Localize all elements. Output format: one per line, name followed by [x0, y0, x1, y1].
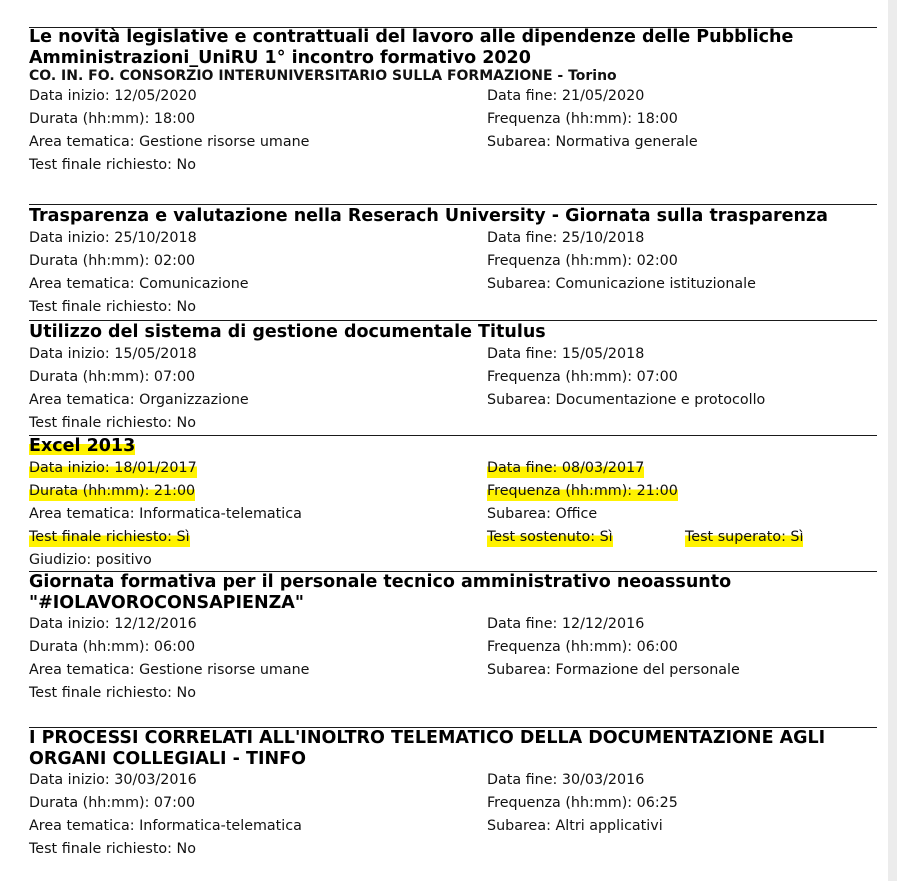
duration: Durata (hh:mm): 07:00: [29, 795, 196, 811]
judgment: Giudizio: positivo: [29, 551, 152, 568]
start-date: Data inizio: 15/05/2018: [29, 345, 197, 362]
start-date: Data inizio: 25/10/2018: [29, 229, 197, 246]
duration: Durata (hh:mm): 18:00: [29, 111, 196, 127]
end-date: Data fine: 30/03/2016: [487, 772, 645, 788]
end-date: Data fine: 15/05/2018: [487, 345, 645, 362]
start-date: Data inizio: 18/01/2017: [29, 457, 197, 480]
duration: Durata (hh:mm): 02:00: [29, 252, 196, 269]
divider: [29, 204, 877, 205]
course-entry: [29, 322, 877, 435]
frequency: Frequenza (hh:mm): 21:00: [487, 480, 678, 503]
subarea: Subarea: Documentazione e protocollo: [487, 391, 766, 408]
end-date: Data fine: 08/03/2017: [487, 457, 644, 480]
course-entry: [29, 728, 877, 861]
thematic-area: Area tematica: Informatica-telematica: [29, 505, 302, 522]
duration: Durata (hh:mm): 21:00: [29, 480, 195, 503]
course-entry: [29, 27, 877, 177]
duration: Durata (hh:mm): 06:00: [29, 639, 196, 655]
course-title: Le novità legislative e contrattuali del lavoro alle dipendenze delle Pubbliche Amministrazioni_UniRU 1° incontro formativo 2020: [29, 27, 794, 68]
course-title: Utilizzo del sistema di gestione documentale Titulus: [29, 322, 546, 342]
frequency: Frequenza (hh:mm): 06:25: [487, 795, 678, 811]
course-title: I PROCESSI CORRELATI ALL'INOLTRO TELEMATICO DELLA DOCUMENTAZIONE AGLI ORGANI COLLEGIALI - TINFO: [29, 728, 826, 769]
start-date: Data inizio: 12/05/2020: [29, 88, 197, 104]
duration: Durata (hh:mm): 07:00: [29, 368, 196, 385]
scrollbar-track[interactable]: [888, 0, 897, 881]
course-entry: [29, 436, 877, 572]
end-date: Data fine: 21/05/2020: [487, 88, 645, 104]
test-taken: Test sostenuto: Sì: [487, 526, 613, 549]
test-passed: Test superato: Sì: [685, 526, 803, 549]
subarea: Subarea: Altri applicativi: [487, 818, 663, 834]
thematic-area: Area tematica: Gestione risorse umane: [29, 134, 310, 150]
course-entry: [29, 206, 877, 319]
course-organizer: CO. IN. FO. CONSORZIO INTERUNIVERSITARIO SULLA FORMAZIONE - Torino: [29, 68, 617, 84]
thematic-area: Area tematica: Organizzazione: [29, 391, 249, 408]
course-title: Giornata formativa per il personale tecnico amministrativo neoassunto "#IOLAVOROCONSAPIENZA": [29, 572, 732, 613]
thematic-area: Area tematica: Informatica-telematica: [29, 818, 302, 834]
frequency: Frequenza (hh:mm): 02:00: [487, 252, 678, 269]
thematic-area: Area tematica: Comunicazione: [29, 275, 249, 292]
frequency: Frequenza (hh:mm): 06:00: [487, 639, 678, 655]
course-title: Excel 2013: [29, 436, 136, 456]
thematic-area: Area tematica: Gestione risorse umane: [29, 662, 310, 678]
frequency: Frequenza (hh:mm): 07:00: [487, 368, 678, 385]
divider: [29, 320, 877, 321]
start-date: Data inizio: 12/12/2016: [29, 616, 197, 632]
final-test-required: Test finale richiesto: Sì: [29, 526, 190, 549]
final-test-required: Test finale richiesto: No: [29, 414, 196, 431]
course-entry: [29, 572, 877, 705]
frequency: Frequenza (hh:mm): 18:00: [487, 111, 678, 127]
end-date: Data fine: 12/12/2016: [487, 616, 645, 632]
final-test-required: Test finale richiesto: No: [29, 841, 196, 857]
final-test-required: Test finale richiesto: No: [29, 298, 196, 315]
course-title: Trasparenza e valutazione nella Reserach University - Giornata sulla trasparenza: [29, 206, 828, 226]
final-test-required: Test finale richiesto: No: [29, 157, 196, 173]
subarea: Subarea: Comunicazione istituzionale: [487, 275, 756, 292]
start-date: Data inizio: 30/03/2016: [29, 772, 197, 788]
subarea: Subarea: Normativa generale: [487, 134, 698, 150]
subarea: Subarea: Formazione del personale: [487, 662, 740, 678]
final-test-required: Test finale richiesto: No: [29, 685, 196, 701]
end-date: Data fine: 25/10/2018: [487, 229, 645, 246]
subarea: Subarea: Office: [487, 505, 598, 522]
